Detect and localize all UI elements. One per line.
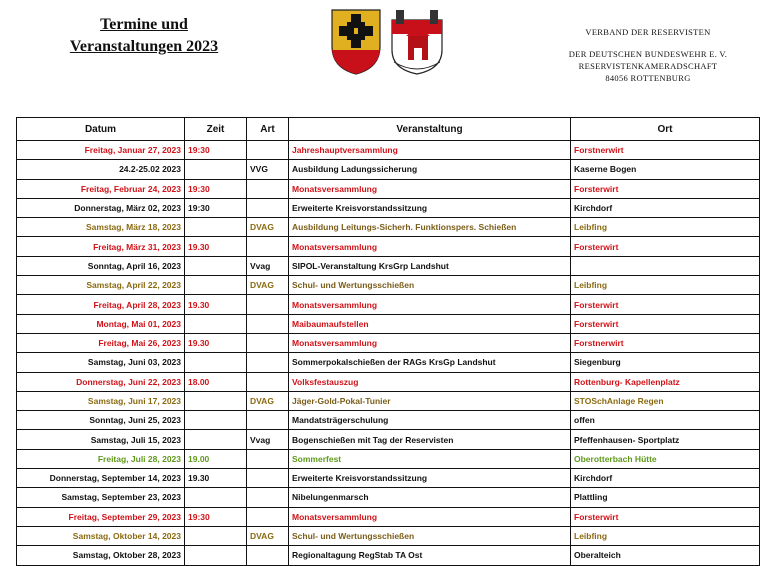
cell-veranstaltung: SIPOL-Veranstaltung KrsGrp Landshut (289, 256, 571, 275)
table-row (17, 256, 760, 275)
cell-zeit (185, 430, 247, 449)
cell-art: Vvag (247, 256, 289, 275)
cell-art: DVAG (247, 526, 289, 545)
cell-ort: Forsterwirt (571, 314, 760, 333)
cell-art (247, 372, 289, 391)
cell-zeit: 19:30 (185, 179, 247, 198)
cell-datum: Freitag, Februar 24, 2023 (17, 179, 185, 198)
table-row (17, 218, 760, 237)
table-row (17, 295, 760, 314)
cell-zeit (185, 314, 247, 333)
cell-ort: Rottenburg- Kapellenplatz (571, 372, 760, 391)
column-header-art: Art (247, 118, 289, 141)
cell-ort: Forsterwirt (571, 507, 760, 526)
title-line-2: Veranstaltungen 2023 (69, 38, 219, 55)
table-row (17, 237, 760, 256)
table-row (17, 411, 760, 430)
cell-veranstaltung: Monatsversammlung (289, 333, 571, 352)
organization-header (548, 26, 748, 84)
cell-datum: Montag, Mai 01, 2023 (17, 314, 185, 333)
cell-ort: STOSchAnlage Regen (571, 391, 760, 410)
cell-art: VVG (247, 160, 289, 179)
cell-zeit (185, 526, 247, 545)
cell-art: DVAG (247, 218, 289, 237)
cell-ort: Forstnerwirt (571, 333, 760, 352)
table-row (17, 314, 760, 333)
cell-datum: Sonntag, April 16, 2023 (17, 256, 185, 275)
cell-zeit (185, 256, 247, 275)
cell-veranstaltung: Schul- und Wertungsschießen (289, 526, 571, 545)
table-row (17, 353, 760, 372)
cell-art (247, 353, 289, 372)
cell-ort: Leibfing (571, 526, 760, 545)
cell-ort: Forsterwirt (571, 295, 760, 314)
cell-datum: Samstag, Juni 17, 2023 (17, 391, 185, 410)
table-row (17, 160, 760, 179)
rottenburg-arms-icon (392, 10, 442, 74)
cell-zeit (185, 353, 247, 372)
org-line-3: RESERVISTENKAMERADSCHAFT (578, 61, 718, 71)
table-row (17, 526, 760, 545)
cell-ort: Leibfing (571, 276, 760, 295)
cell-art (247, 333, 289, 352)
org-line-4: 84056 ROTTENBURG (605, 73, 691, 83)
cell-datum: Freitag, Mai 26, 2023 (17, 333, 185, 352)
cell-zeit: 18.00 (185, 372, 247, 391)
cell-veranstaltung: Erweiterte Kreisvorstandssitzung (289, 469, 571, 488)
cell-art (247, 488, 289, 507)
cell-zeit (185, 276, 247, 295)
cell-datum: Samstag, Oktober 14, 2023 (17, 526, 185, 545)
cell-ort: Kirchdorf (571, 198, 760, 217)
cell-zeit: 19.30 (185, 333, 247, 352)
cell-ort: Siegenburg (571, 353, 760, 372)
cell-veranstaltung: Sommerfest (289, 449, 571, 468)
table-row (17, 507, 760, 526)
table-row (17, 372, 760, 391)
table-row (17, 333, 760, 352)
cell-zeit (185, 218, 247, 237)
cell-veranstaltung: Ausbildung Ladungssicherung (289, 160, 571, 179)
cell-zeit (185, 391, 247, 410)
cell-zeit (185, 411, 247, 430)
table-row (17, 430, 760, 449)
cell-veranstaltung: Monatsversammlung (289, 507, 571, 526)
cell-veranstaltung: Sommerpokalschießen der RAGs KrsGp Landshut (289, 353, 571, 372)
table-header-row (17, 118, 760, 141)
cell-art (247, 546, 289, 565)
cell-ort: Oberalteich (571, 546, 760, 565)
cell-zeit: 19.30 (185, 295, 247, 314)
cell-zeit: 19:30 (185, 198, 247, 217)
cell-art (247, 237, 289, 256)
cell-veranstaltung: Volksfestauszug (289, 372, 571, 391)
column-header-zeit: Zeit (185, 118, 247, 141)
cell-datum: Freitag, September 29, 2023 (17, 507, 185, 526)
reservist-shield-icon (332, 10, 380, 74)
cell-datum: Samstag, Juni 03, 2023 (17, 353, 185, 372)
column-header-datum: Datum (17, 118, 185, 141)
cell-art (247, 449, 289, 468)
table-row (17, 179, 760, 198)
cell-ort: Forsterwirt (571, 237, 760, 256)
cell-art (247, 507, 289, 526)
column-header-ort: Ort (571, 118, 760, 141)
cell-veranstaltung: Mandatsträgerschulung (289, 411, 571, 430)
cell-art: Vvag (247, 430, 289, 449)
cell-veranstaltung: Ausbildung Leitungs-Sicherh. Funktionspers. Schießen (289, 218, 571, 237)
table-row (17, 469, 760, 488)
cell-zeit: 19:30 (185, 507, 247, 526)
cell-datum: Freitag, März 31, 2023 (17, 237, 185, 256)
page-title (44, 14, 244, 58)
cell-ort (571, 256, 760, 275)
table-row (17, 449, 760, 468)
column-header-veranstaltung: Veranstaltung (289, 118, 571, 141)
cell-datum: Samstag, April 22, 2023 (17, 276, 185, 295)
cell-zeit (185, 546, 247, 565)
table-row (17, 198, 760, 217)
cell-ort: Kaserne Bogen (571, 160, 760, 179)
cell-art (247, 469, 289, 488)
cell-art (247, 411, 289, 430)
cell-datum: Freitag, Juli 28, 2023 (17, 449, 185, 468)
cell-art (247, 295, 289, 314)
cell-veranstaltung: Jäger-Gold-Pokal-Tunier (289, 391, 571, 410)
cell-zeit: 19.30 (185, 237, 247, 256)
coat-of-arms-logo (328, 6, 448, 76)
cell-datum: Freitag, April 28, 2023 (17, 295, 185, 314)
cell-ort: Oberotterbach Hütte (571, 449, 760, 468)
cell-ort: Leibfing (571, 218, 760, 237)
title-line-1: Termine und (100, 16, 188, 33)
cell-art: DVAG (247, 391, 289, 410)
cell-ort: Kirchdorf (571, 469, 760, 488)
table-row (17, 488, 760, 507)
cell-veranstaltung: Maibaumaufstellen (289, 314, 571, 333)
cell-zeit (185, 160, 247, 179)
event-schedule-table (16, 117, 760, 566)
cell-ort: Forstnerwirt (571, 141, 760, 160)
cell-ort: Forsterwirt (571, 179, 760, 198)
cell-datum: Samstag, September 23, 2023 (17, 488, 185, 507)
cell-datum: Donnerstag, Juni 22, 2023 (17, 372, 185, 391)
cell-veranstaltung: Regionaltagung RegStab TA Ost (289, 546, 571, 565)
cell-art: DVAG (247, 276, 289, 295)
cell-zeit: 19:30 (185, 141, 247, 160)
cell-datum: Donnerstag, März 02, 2023 (17, 198, 185, 217)
cell-art (247, 141, 289, 160)
cell-veranstaltung: Erweiterte Kreisvorstandssitzung (289, 198, 571, 217)
cell-datum: Donnerstag, September 14, 2023 (17, 469, 185, 488)
cell-datum: Samstag, Juli 15, 2023 (17, 430, 185, 449)
cell-zeit (185, 488, 247, 507)
cell-art (247, 179, 289, 198)
org-line-2: DER DEUTSCHEN BUNDESWEHR E. V. (568, 49, 728, 59)
cell-zeit: 19.30 (185, 469, 247, 488)
cell-veranstaltung: Monatsversammlung (289, 237, 571, 256)
table-row (17, 391, 760, 410)
table-row (17, 276, 760, 295)
cell-veranstaltung: Monatsversammlung (289, 179, 571, 198)
cell-datum: Sonntag, Juni 25, 2023 (17, 411, 185, 430)
cell-datum: Samstag, Oktober 28, 2023 (17, 546, 185, 565)
cell-art (247, 198, 289, 217)
cell-veranstaltung: Schul- und Wertungsschießen (289, 276, 571, 295)
cell-ort: Pfeffenhausen- Sportplatz (571, 430, 760, 449)
table-row (17, 546, 760, 565)
cell-veranstaltung: Nibelungenmarsch (289, 488, 571, 507)
table-row (17, 141, 760, 160)
cell-veranstaltung: Monatsversammlung (289, 295, 571, 314)
cell-datum: Freitag, Januar 27, 2023 (17, 141, 185, 160)
cell-datum: 24.2-25.02 2023 (17, 160, 185, 179)
org-line-1: VERBAND DER RESERVISTEN (585, 27, 711, 37)
cell-datum: Samstag, März 18, 2023 (17, 218, 185, 237)
cell-art (247, 314, 289, 333)
cell-veranstaltung: Bogenschießen mit Tag der Reservisten (289, 430, 571, 449)
cell-veranstaltung: Jahreshauptversammlung (289, 141, 571, 160)
cell-zeit: 19.00 (185, 449, 247, 468)
cell-ort: Plattling (571, 488, 760, 507)
cell-ort: offen (571, 411, 760, 430)
